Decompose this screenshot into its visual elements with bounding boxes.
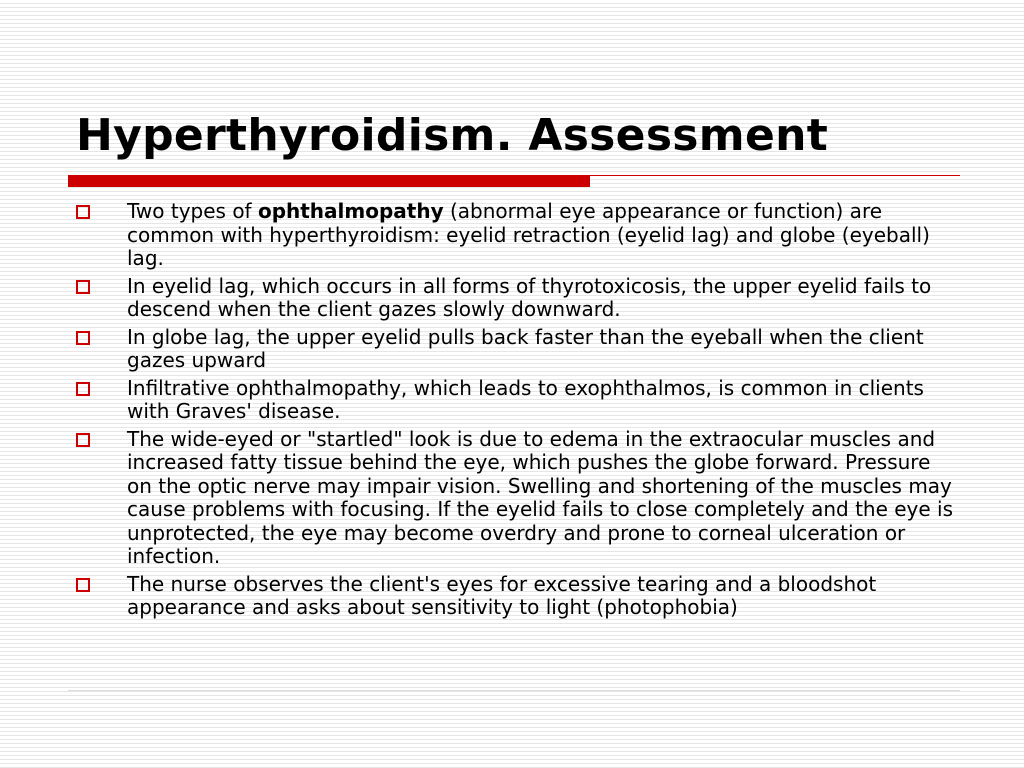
accent-red-bar (68, 175, 590, 187)
title-accent-rule (68, 175, 960, 189)
bullet-bold-term: ophthalmopathy (257, 199, 444, 223)
bottom-divider (68, 690, 960, 691)
bullet-text-part: Two types of (127, 199, 258, 223)
bullet-text-part: In globe lag, the upper eyelid pulls back faster than the eyeball when the client gazes upward (127, 324, 924, 372)
accent-thin-line (590, 175, 960, 176)
bullet-text-part: (abnormal eye appearance or function) are common with hyperthyroidism: eyelid retraction (eyelid lag) and globe (eyeball) lag. (127, 199, 930, 270)
hollow-square-bullet-icon (76, 280, 90, 294)
bullet-text (127, 376, 924, 424)
hollow-square-bullet-icon (76, 382, 90, 396)
hollow-square-bullet-icon (76, 205, 90, 219)
bullet-text (127, 325, 924, 373)
bullet-text-part: Infiltrative ophthalmopathy, which leads to exophthalmos, is common in clients with Graves' disease. (127, 375, 924, 423)
bullet-text-part: The nurse observes the client's eyes for excessive tearing and a bloodshot appearance and asks about sensitivity to light (photophobia) (127, 571, 877, 619)
bullet-text (127, 274, 931, 322)
bullet-text (127, 572, 876, 620)
bullet-text (127, 427, 953, 569)
bullet-item (76, 428, 956, 569)
bullet-list (76, 200, 956, 624)
bullet-item (76, 200, 956, 271)
bullet-item (76, 377, 956, 424)
hollow-square-bullet-icon (76, 578, 90, 592)
bullet-item (76, 275, 956, 322)
bullet-text (127, 199, 930, 270)
bullet-text-part: In eyelid lag, which occurs in all forms of thyrotoxicosis, the upper eyelid fails to descend when the client gazes slowly downward. (127, 273, 932, 321)
bullet-item (76, 326, 956, 373)
hollow-square-bullet-icon (76, 433, 90, 447)
bullet-item (76, 573, 956, 620)
bullet-text-part: The wide-eyed or "startled" look is due to edema in the extraocular muscles and increased fatty tissue behind the eye, which pushes the globe forward. Pressure on the optic nerve may impair vision. Swelling and shortening of the muscles may cause problems with focusing. If the eyelid fails to close completely and the eye is unprotected, the eye may become overdry and prone to corneal ulceration or infection. (127, 426, 954, 568)
slide-title: Hyperthyroidism. Assessment (76, 110, 829, 161)
hollow-square-bullet-icon (76, 331, 90, 345)
